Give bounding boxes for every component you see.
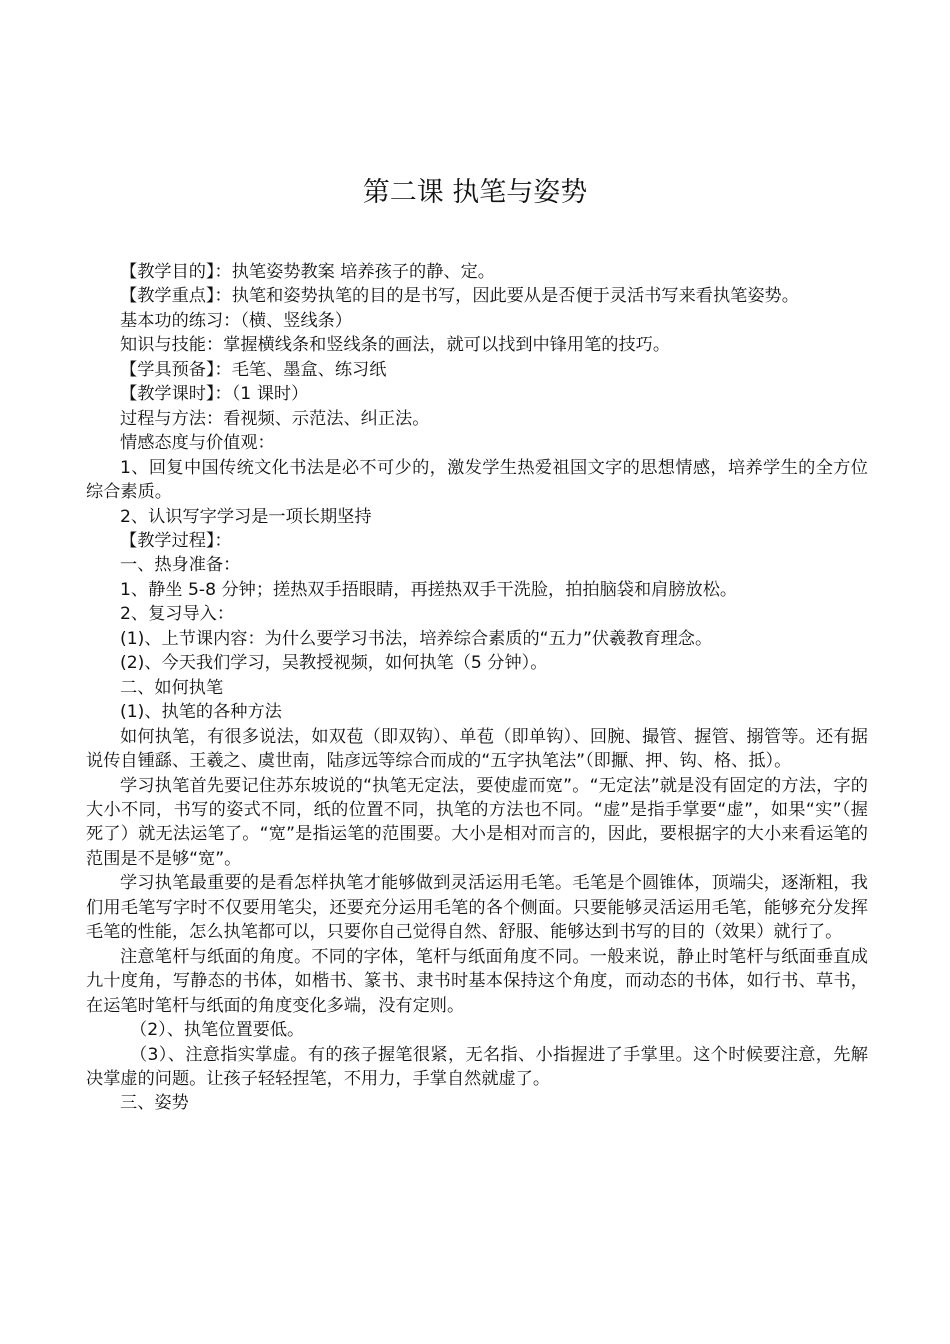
- attitude-item-2: 2、认识写字学习是一项长期坚持: [120, 506, 372, 527]
- teaching-focus: 【教学重点】：执笔和姿势执笔的目的是书写，因此要从是否便于灵活书写来看执笔姿势。: [120, 286, 799, 307]
- warmup-item-1: 1、静坐 5-8 分钟；搓热双手捂眼睛，再搓热双手干洗脸，拍拍脑袋和肩膀放松。: [120, 579, 738, 600]
- knowledge-skills: 知识与技能：掌握横线条和竖线条的画法，就可以找到中锋用笔的技巧。: [120, 335, 671, 356]
- warmup-item-2: 2、复习导入：: [120, 604, 235, 625]
- attitude-item-1: 1、回复中国传统文化书法是必不可少的，激发学生热爱祖国文字的思想情感，培养学生的全方位综合素质。: [86, 457, 868, 503]
- class-hours: 【教学课时】：（1 课时）: [120, 384, 309, 405]
- document-body: [86, 260, 868, 1116]
- materials: 【学具预备】：毛笔、墨盒、练习纸: [120, 359, 387, 380]
- position-low-item: （2）、执笔位置要低。: [130, 1020, 305, 1041]
- teaching-process-heading: 【教学过程】：: [120, 530, 232, 551]
- attitude-values: 情感态度与价值观：: [120, 433, 275, 454]
- section-posture-heading: 三、姿势: [120, 1093, 189, 1114]
- review-item-2: (2)、今天我们学习，吴教授视频，如何执笔（5 分钟）。: [120, 653, 548, 674]
- process-methods: 过程与方法：看视频、示范法、纠正法。: [120, 408, 430, 429]
- teaching-purpose: 【教学目的】：执笔姿势教案 培养孩子的静、定。: [120, 262, 495, 282]
- basic-practice: 基本功的练习：（横、竖线条）: [120, 310, 353, 331]
- section-how-to-hold-heading: 二、如何执笔: [120, 677, 224, 698]
- subsection-methods-heading: (1)、执笔的各种方法: [120, 702, 282, 723]
- angle-paragraph: 注意笔杆与纸面的角度。不同的字体，笔杆与纸面角度不同。一般来说，静止时笔杆与纸面垂直成九十度角，写静态的书体，如楷书、篆书、隶书时基本保持这个角度，而动态的书体，如行书、草书，在运笔时笔杆与纸面的角度变化多端，没有定则。: [86, 946, 868, 1016]
- review-item-1: (1)、上节课内容：为什么要学习书法，培养综合素质的“五力”伏羲教育理念。: [120, 628, 713, 649]
- flexible-use-paragraph: 学习执笔最重要的是看怎样执笔才能够做到灵活运用毛笔。毛笔是个圆锥体，顶端尖，逐渐粗，我们用毛笔写字时不仅要用笔尖，还要充分运用毛笔的各个侧面。只要能够灵活运用毛笔，能够充分发挥毛笔的性能，怎么执笔都可以，只要你自己觉得自然、舒服、能够达到书写的目的（效果）就行了。: [86, 873, 868, 943]
- page-title: 第二课 执笔与姿势: [362, 177, 588, 208]
- su-dongpo-paragraph: 学习执笔首先要记住苏东坡说的“执笔无定法，要使虚而宽”。“无定法”就是没有固定的方法，字的大小不同，书写的姿式不同，纸的位置不同，执笔的方法也不同。“虚”是指手掌要“虚”，如果“实”（握死了）就无法运笔了。“宽”是指运笔的范围要。大小是相对而言的，因此，要根据字的大小来看运笔的范围是不是够“宽”。: [86, 775, 868, 869]
- methods-paragraph: 如何执笔，有很多说法，如双苞（即双钩）、单苞（即单钩）、回腕、撮管、握管、搦管等。还有据说传自锺繇、王羲之、虞世南，陆彦远等综合而成的“五字执笔法”（即擫、押、钩、格、抵）。: [86, 726, 868, 772]
- section-warmup-heading: 一、热身准备：: [120, 555, 241, 576]
- finger-palm-item: （3）、注意指实掌虚。有的孩子握笔很紧，无名指、小指握进了手掌里。这个时候要注意，先解决掌虚的问题。让孩子轻轻捏笔，不用力，手掌自然就虚了。: [86, 1044, 868, 1089]
